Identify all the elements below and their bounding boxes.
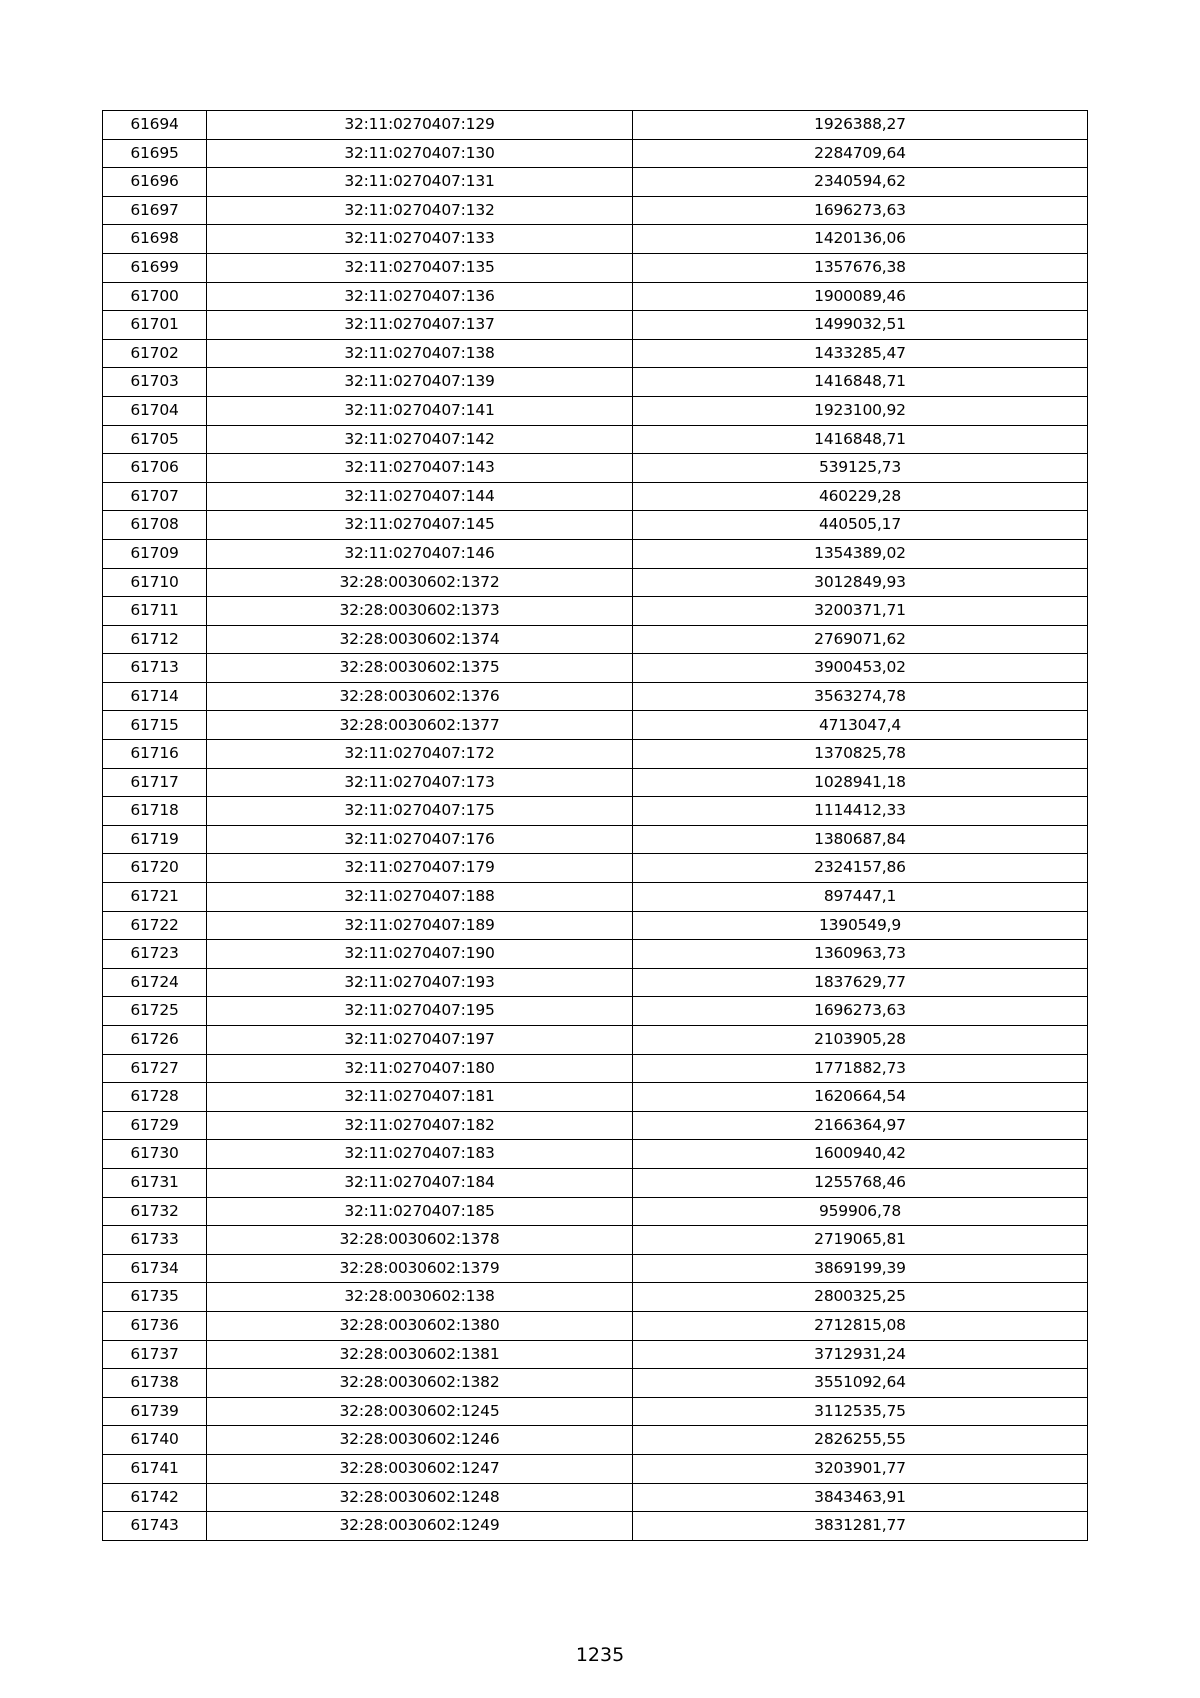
row-number-cell: 61729 bbox=[103, 1111, 207, 1140]
cadastral-number-cell: 32:11:0270407:197 bbox=[207, 1026, 633, 1055]
cadastral-number-cell: 32:11:0270407:185 bbox=[207, 1197, 633, 1226]
row-number-cell: 61743 bbox=[103, 1512, 207, 1541]
value-cell: 1923100,92 bbox=[633, 396, 1088, 425]
row-number-cell: 61710 bbox=[103, 568, 207, 597]
table-row bbox=[103, 1168, 1088, 1197]
cadastral-number-cell: 32:11:0270407:141 bbox=[207, 396, 633, 425]
cadastral-number-cell: 32:28:0030602:1372 bbox=[207, 568, 633, 597]
row-number-cell: 61731 bbox=[103, 1168, 207, 1197]
table-row bbox=[103, 1397, 1088, 1426]
value-cell: 1600940,42 bbox=[633, 1140, 1088, 1169]
cadastral-number-cell: 32:11:0270407:195 bbox=[207, 997, 633, 1026]
cadastral-number-cell: 32:11:0270407:130 bbox=[207, 139, 633, 168]
cadastral-number-cell: 32:11:0270407:138 bbox=[207, 339, 633, 368]
cadastral-number-cell: 32:11:0270407:135 bbox=[207, 253, 633, 282]
value-cell: 2340594,62 bbox=[633, 168, 1088, 197]
table-row bbox=[103, 139, 1088, 168]
value-cell: 539125,73 bbox=[633, 454, 1088, 483]
value-cell: 2712815,08 bbox=[633, 1311, 1088, 1340]
row-number-cell: 61700 bbox=[103, 282, 207, 311]
value-cell: 1390549,9 bbox=[633, 911, 1088, 940]
table-row bbox=[103, 1054, 1088, 1083]
table-row bbox=[103, 1426, 1088, 1455]
row-number-cell: 61735 bbox=[103, 1283, 207, 1312]
row-number-cell: 61737 bbox=[103, 1340, 207, 1369]
table-row bbox=[103, 568, 1088, 597]
value-cell: 1696273,63 bbox=[633, 196, 1088, 225]
row-number-cell: 61717 bbox=[103, 768, 207, 797]
cadastral-number-cell: 32:28:0030602:1246 bbox=[207, 1426, 633, 1455]
cadastral-number-cell: 32:28:0030602:1248 bbox=[207, 1483, 633, 1512]
value-cell: 2166364,97 bbox=[633, 1111, 1088, 1140]
value-cell: 1499032,51 bbox=[633, 311, 1088, 340]
value-cell: 2324157,86 bbox=[633, 854, 1088, 883]
cadastral-number-cell: 32:11:0270407:144 bbox=[207, 482, 633, 511]
row-number-cell: 61707 bbox=[103, 482, 207, 511]
table-row bbox=[103, 1283, 1088, 1312]
table-row bbox=[103, 282, 1088, 311]
table-row bbox=[103, 968, 1088, 997]
table-row bbox=[103, 511, 1088, 540]
cadastral-number-cell: 32:11:0270407:188 bbox=[207, 883, 633, 912]
row-number-cell: 61733 bbox=[103, 1226, 207, 1255]
table-row bbox=[103, 825, 1088, 854]
cadastral-number-cell: 32:11:0270407:131 bbox=[207, 168, 633, 197]
value-cell: 1360963,73 bbox=[633, 940, 1088, 969]
value-cell: 1771882,73 bbox=[633, 1054, 1088, 1083]
table-row bbox=[103, 539, 1088, 568]
row-number-cell: 61704 bbox=[103, 396, 207, 425]
value-cell: 2103905,28 bbox=[633, 1026, 1088, 1055]
table-row bbox=[103, 797, 1088, 826]
row-number-cell: 61699 bbox=[103, 253, 207, 282]
cadastral-number-cell: 32:11:0270407:145 bbox=[207, 511, 633, 540]
table-row bbox=[103, 425, 1088, 454]
row-number-cell: 61722 bbox=[103, 911, 207, 940]
value-cell: 4713047,4 bbox=[633, 711, 1088, 740]
cadastral-number-cell: 32:11:0270407:133 bbox=[207, 225, 633, 254]
table-row bbox=[103, 339, 1088, 368]
table-row bbox=[103, 740, 1088, 769]
row-number-cell: 61738 bbox=[103, 1369, 207, 1398]
table-row bbox=[103, 1454, 1088, 1483]
row-number-cell: 61730 bbox=[103, 1140, 207, 1169]
row-number-cell: 61703 bbox=[103, 368, 207, 397]
cadastral-number-cell: 32:28:0030602:1249 bbox=[207, 1512, 633, 1541]
cadastral-number-cell: 32:11:0270407:132 bbox=[207, 196, 633, 225]
table-row bbox=[103, 654, 1088, 683]
row-number-cell: 61732 bbox=[103, 1197, 207, 1226]
value-cell: 2284709,64 bbox=[633, 139, 1088, 168]
cadastral-number-cell: 32:28:0030602:1378 bbox=[207, 1226, 633, 1255]
value-cell: 1114412,33 bbox=[633, 797, 1088, 826]
table-row bbox=[103, 1197, 1088, 1226]
cadastral-number-cell: 32:28:0030602:1379 bbox=[207, 1254, 633, 1283]
cadastral-number-cell: 32:11:0270407:175 bbox=[207, 797, 633, 826]
value-cell: 897447,1 bbox=[633, 883, 1088, 912]
table-row bbox=[103, 1111, 1088, 1140]
table-row bbox=[103, 682, 1088, 711]
row-number-cell: 61728 bbox=[103, 1083, 207, 1112]
row-number-cell: 61712 bbox=[103, 625, 207, 654]
value-cell: 1380687,84 bbox=[633, 825, 1088, 854]
cadastral-number-cell: 32:11:0270407:183 bbox=[207, 1140, 633, 1169]
row-number-cell: 61711 bbox=[103, 597, 207, 626]
cadastral-number-cell: 32:11:0270407:139 bbox=[207, 368, 633, 397]
row-number-cell: 61716 bbox=[103, 740, 207, 769]
value-cell: 3869199,39 bbox=[633, 1254, 1088, 1283]
row-number-cell: 61705 bbox=[103, 425, 207, 454]
row-number-cell: 61726 bbox=[103, 1026, 207, 1055]
row-number-cell: 61713 bbox=[103, 654, 207, 683]
cadastral-number-cell: 32:28:0030602:1375 bbox=[207, 654, 633, 683]
value-cell: 3012849,93 bbox=[633, 568, 1088, 597]
row-number-cell: 61723 bbox=[103, 940, 207, 969]
table-row bbox=[103, 597, 1088, 626]
table-row bbox=[103, 396, 1088, 425]
row-number-cell: 61718 bbox=[103, 797, 207, 826]
value-cell: 2826255,55 bbox=[633, 1426, 1088, 1455]
value-cell: 3203901,77 bbox=[633, 1454, 1088, 1483]
cadastral-number-cell: 32:11:0270407:180 bbox=[207, 1054, 633, 1083]
row-number-cell: 61714 bbox=[103, 682, 207, 711]
cadastral-number-cell: 32:11:0270407:173 bbox=[207, 768, 633, 797]
table-row bbox=[103, 854, 1088, 883]
table-row bbox=[103, 168, 1088, 197]
value-cell: 1926388,27 bbox=[633, 111, 1088, 140]
table-row bbox=[103, 940, 1088, 969]
row-number-cell: 61702 bbox=[103, 339, 207, 368]
cadastral-number-cell: 32:11:0270407:179 bbox=[207, 854, 633, 883]
table-row bbox=[103, 454, 1088, 483]
value-cell: 3900453,02 bbox=[633, 654, 1088, 683]
row-number-cell: 61701 bbox=[103, 311, 207, 340]
value-cell: 1900089,46 bbox=[633, 282, 1088, 311]
row-number-cell: 61694 bbox=[103, 111, 207, 140]
table-row bbox=[103, 196, 1088, 225]
cadastral-number-cell: 32:11:0270407:190 bbox=[207, 940, 633, 969]
cadastral-value-table bbox=[102, 110, 1088, 1541]
cadastral-number-cell: 32:11:0270407:129 bbox=[207, 111, 633, 140]
row-number-cell: 61736 bbox=[103, 1311, 207, 1340]
cadastral-number-cell: 32:28:0030602:1377 bbox=[207, 711, 633, 740]
table-row bbox=[103, 711, 1088, 740]
table-row bbox=[103, 1512, 1088, 1541]
cadastral-number-cell: 32:11:0270407:146 bbox=[207, 539, 633, 568]
row-number-cell: 61708 bbox=[103, 511, 207, 540]
row-number-cell: 61706 bbox=[103, 454, 207, 483]
cadastral-number-cell: 32:28:0030602:1380 bbox=[207, 1311, 633, 1340]
table-row bbox=[103, 482, 1088, 511]
table-body bbox=[103, 111, 1088, 1541]
cadastral-number-cell: 32:11:0270407:184 bbox=[207, 1168, 633, 1197]
value-cell: 1696273,63 bbox=[633, 997, 1088, 1026]
table-row bbox=[103, 1226, 1088, 1255]
value-cell: 2769071,62 bbox=[633, 625, 1088, 654]
row-number-cell: 61742 bbox=[103, 1483, 207, 1512]
row-number-cell: 61715 bbox=[103, 711, 207, 740]
value-cell: 1354389,02 bbox=[633, 539, 1088, 568]
row-number-cell: 61697 bbox=[103, 196, 207, 225]
table-row bbox=[103, 311, 1088, 340]
value-cell: 1420136,06 bbox=[633, 225, 1088, 254]
cadastral-number-cell: 32:28:0030602:1376 bbox=[207, 682, 633, 711]
cadastral-number-cell: 32:11:0270407:182 bbox=[207, 1111, 633, 1140]
value-cell: 1433285,47 bbox=[633, 339, 1088, 368]
cadastral-number-cell: 32:11:0270407:189 bbox=[207, 911, 633, 940]
value-cell: 1837629,77 bbox=[633, 968, 1088, 997]
value-cell: 2719065,81 bbox=[633, 1226, 1088, 1255]
cadastral-number-cell: 32:11:0270407:181 bbox=[207, 1083, 633, 1112]
value-cell: 440505,17 bbox=[633, 511, 1088, 540]
page-number: 1235 bbox=[575, 1644, 625, 1666]
table-row bbox=[103, 625, 1088, 654]
table-row bbox=[103, 1083, 1088, 1112]
value-cell: 1416848,71 bbox=[633, 425, 1088, 454]
cadastral-number-cell: 32:11:0270407:193 bbox=[207, 968, 633, 997]
cadastral-number-cell: 32:11:0270407:137 bbox=[207, 311, 633, 340]
table-row bbox=[103, 768, 1088, 797]
table-row bbox=[103, 253, 1088, 282]
row-number-cell: 61739 bbox=[103, 1397, 207, 1426]
value-cell: 1370825,78 bbox=[633, 740, 1088, 769]
table-row bbox=[103, 1026, 1088, 1055]
value-cell: 3551092,64 bbox=[633, 1369, 1088, 1398]
value-cell: 460229,28 bbox=[633, 482, 1088, 511]
table-row bbox=[103, 1369, 1088, 1398]
value-cell: 3563274,78 bbox=[633, 682, 1088, 711]
value-cell: 1357676,38 bbox=[633, 253, 1088, 282]
row-number-cell: 61734 bbox=[103, 1254, 207, 1283]
value-cell: 3831281,77 bbox=[633, 1512, 1088, 1541]
cadastral-number-cell: 32:28:0030602:138 bbox=[207, 1283, 633, 1312]
value-cell: 3112535,75 bbox=[633, 1397, 1088, 1426]
row-number-cell: 61709 bbox=[103, 539, 207, 568]
table-row bbox=[103, 1483, 1088, 1512]
row-number-cell: 61727 bbox=[103, 1054, 207, 1083]
cadastral-number-cell: 32:11:0270407:136 bbox=[207, 282, 633, 311]
value-cell: 959906,78 bbox=[633, 1197, 1088, 1226]
value-cell: 3843463,91 bbox=[633, 1483, 1088, 1512]
value-cell: 3712931,24 bbox=[633, 1340, 1088, 1369]
value-cell: 1620664,54 bbox=[633, 1083, 1088, 1112]
table-row bbox=[103, 883, 1088, 912]
row-number-cell: 61721 bbox=[103, 883, 207, 912]
row-number-cell: 61725 bbox=[103, 997, 207, 1026]
cadastral-number-cell: 32:11:0270407:172 bbox=[207, 740, 633, 769]
cadastral-number-cell: 32:28:0030602:1247 bbox=[207, 1454, 633, 1483]
cadastral-number-cell: 32:11:0270407:143 bbox=[207, 454, 633, 483]
value-cell: 1028941,18 bbox=[633, 768, 1088, 797]
value-cell: 1255768,46 bbox=[633, 1168, 1088, 1197]
value-cell: 2800325,25 bbox=[633, 1283, 1088, 1312]
cadastral-number-cell: 32:28:0030602:1374 bbox=[207, 625, 633, 654]
table-row bbox=[103, 911, 1088, 940]
value-cell: 1416848,71 bbox=[633, 368, 1088, 397]
table-row bbox=[103, 997, 1088, 1026]
row-number-cell: 61696 bbox=[103, 168, 207, 197]
row-number-cell: 61724 bbox=[103, 968, 207, 997]
table-row bbox=[103, 225, 1088, 254]
row-number-cell: 61740 bbox=[103, 1426, 207, 1455]
table-row bbox=[103, 111, 1088, 140]
cadastral-number-cell: 32:28:0030602:1373 bbox=[207, 597, 633, 626]
table-row bbox=[103, 1311, 1088, 1340]
row-number-cell: 61719 bbox=[103, 825, 207, 854]
cadastral-number-cell: 32:28:0030602:1245 bbox=[207, 1397, 633, 1426]
row-number-cell: 61720 bbox=[103, 854, 207, 883]
row-number-cell: 61741 bbox=[103, 1454, 207, 1483]
table-row bbox=[103, 1340, 1088, 1369]
row-number-cell: 61698 bbox=[103, 225, 207, 254]
cadastral-number-cell: 32:28:0030602:1382 bbox=[207, 1369, 633, 1398]
table-row bbox=[103, 368, 1088, 397]
value-cell: 3200371,71 bbox=[633, 597, 1088, 626]
cadastral-number-cell: 32:11:0270407:142 bbox=[207, 425, 633, 454]
cadastral-number-cell: 32:28:0030602:1381 bbox=[207, 1340, 633, 1369]
table-row bbox=[103, 1254, 1088, 1283]
row-number-cell: 61695 bbox=[103, 139, 207, 168]
cadastral-number-cell: 32:11:0270407:176 bbox=[207, 825, 633, 854]
table-row bbox=[103, 1140, 1088, 1169]
